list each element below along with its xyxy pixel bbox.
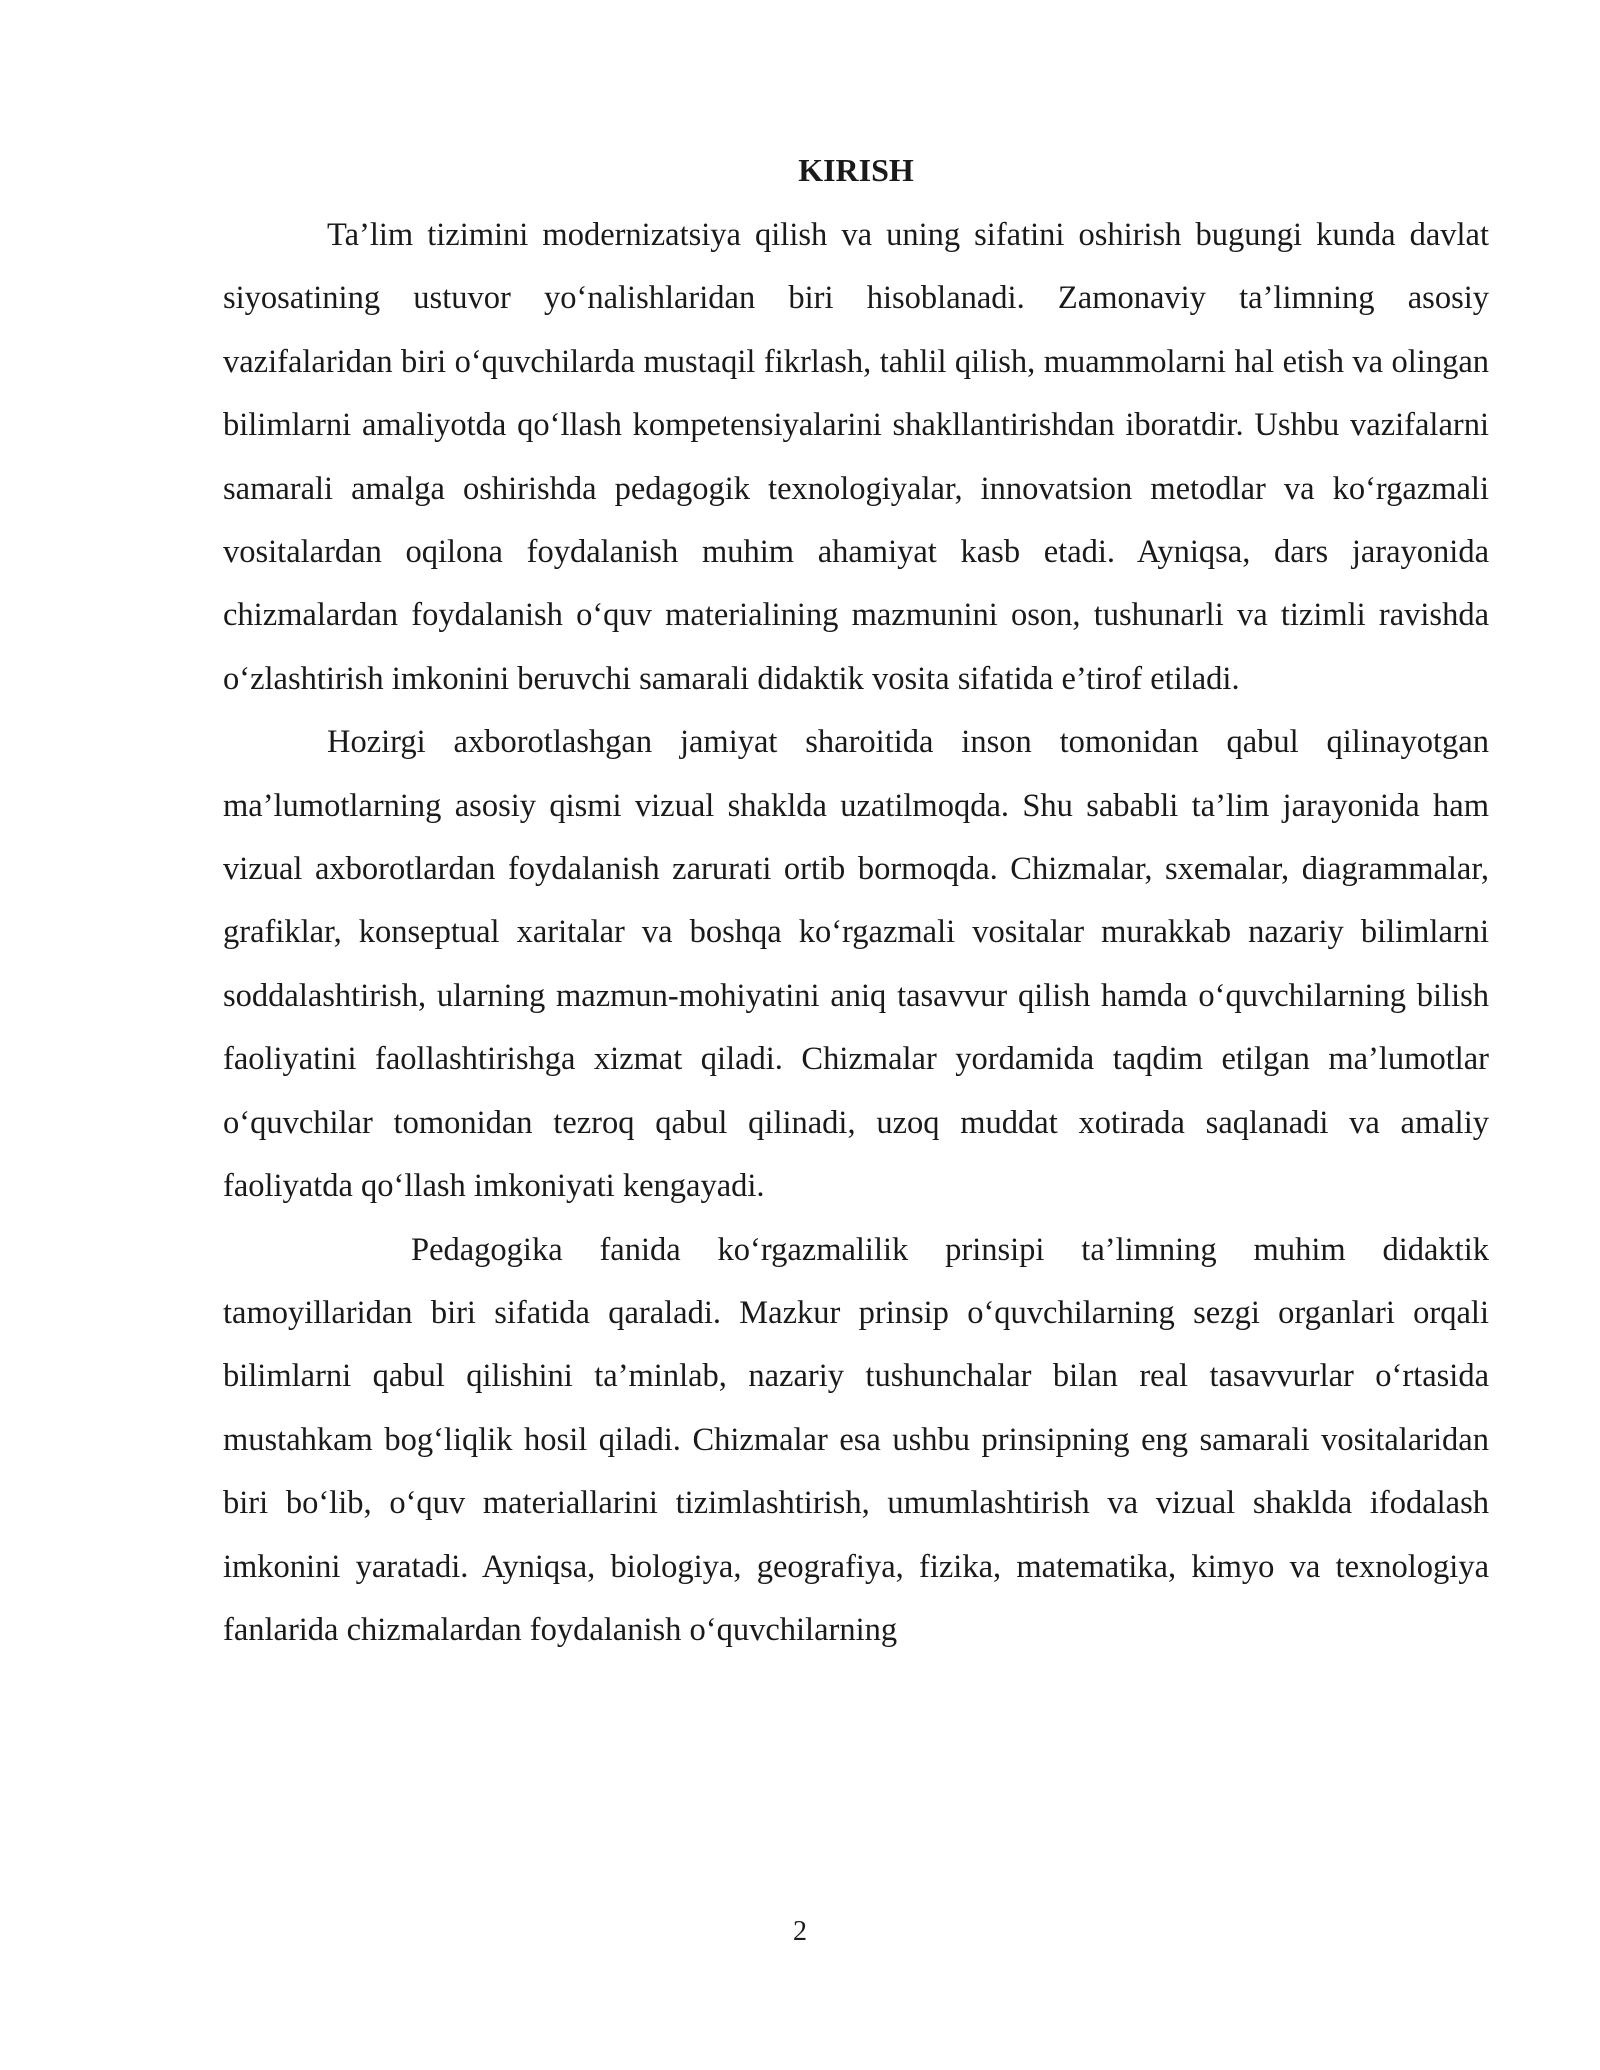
paragraph-3: Pedagogika fanida ko‘rgazmalilik prinsipi ta’limning muhim didaktik tamoyillaridan biri sifatida qaraladi. Mazkur prinsip o‘quvchilarning sezgi organlari orqali bilimlarni qabul qilishini ta’minlab, nazariy tushunchalar bilan real tasavvurlar o‘rtasida mustahkam bog‘liqlik hosil qiladi. Chizmalar esa ushbu prinsipning eng samarali vositalaridan biri bo‘lib, o‘quv materiallarini tizimlashtirish, umumlashtirish va vizual shaklda ifodalash imkonini yaratadi. Ayniqsa, biologiya, geografiya, fizika, matematika, kimyo va texnologiya fanlarida chizmalardan foydalanish o‘quvchilarning — [223, 1231, 1489, 1648]
page-body — [223, 142, 1489, 1662]
section-title: KIRISH — [798, 152, 914, 188]
paragraph-2: Hozirgi axborotlashgan jamiyat sharoitida inson tomonidan qabul qilinayotgan ma’lumotlarning asosiy qismi vizual shaklda uzatilmoqda. Shu sababli ta’lim jarayonida ham vizual axborotlardan foydalanish zarurati ortib bormoqda. Chizmalar, sxemalar, diagrammalar, grafiklar, konseptual xaritalar va boshqa ko‘rgazmali vositalar murakkab nazariy bilimlarni soddalashtirish, ularning mazmun-mohiyatini aniq tasavvur qilish hamda o‘quvchilarning bilish faoliyatini faollashtirishga xizmat qiladi. Chizmalar yordamida taqdim etilgan ma’lumotlar o‘quvchilar tomonidan tezroq qabul qilinadi, uzoq muddat xotirada saqlanadi va amaliy faoliyatda qo‘llash imkoniyati kengayadi. — [223, 724, 1489, 1205]
paragraph-1: Ta’lim tizimini modernizatsiya qilish va uning sifatini oshirish bugungi kunda davlat siyosatining ustuvor yo‘nalishlaridan biri hisoblanadi. Zamonaviy ta’limning asosiy vazifalaridan biri o‘quvchilarda mustaqil fikrlash, tahlil qilish, muammolarni hal etish va olingan bilimlarni amaliyotda qo‘llash kompetensiyalarini shakllantirishdan iboratdir. Ushbu vazifalarni samarali amalga oshirishda pedagogik texnologiyalar, innovatsion metodlar va ko‘rgazmali vositalardan oqilona foydalanish muhim ahamiyat kasb etadi. Ayniqsa, dars jarayonida chizmalardan foydalanish o‘quv materialining mazmunini oson, tushunarli va tizimli ravishda o‘zlashtirish imkonini beruvchi samarali didaktik vosita sifatida e’tirof etiladi. — [223, 217, 1489, 697]
page-number: 2 — [793, 1916, 807, 1947]
